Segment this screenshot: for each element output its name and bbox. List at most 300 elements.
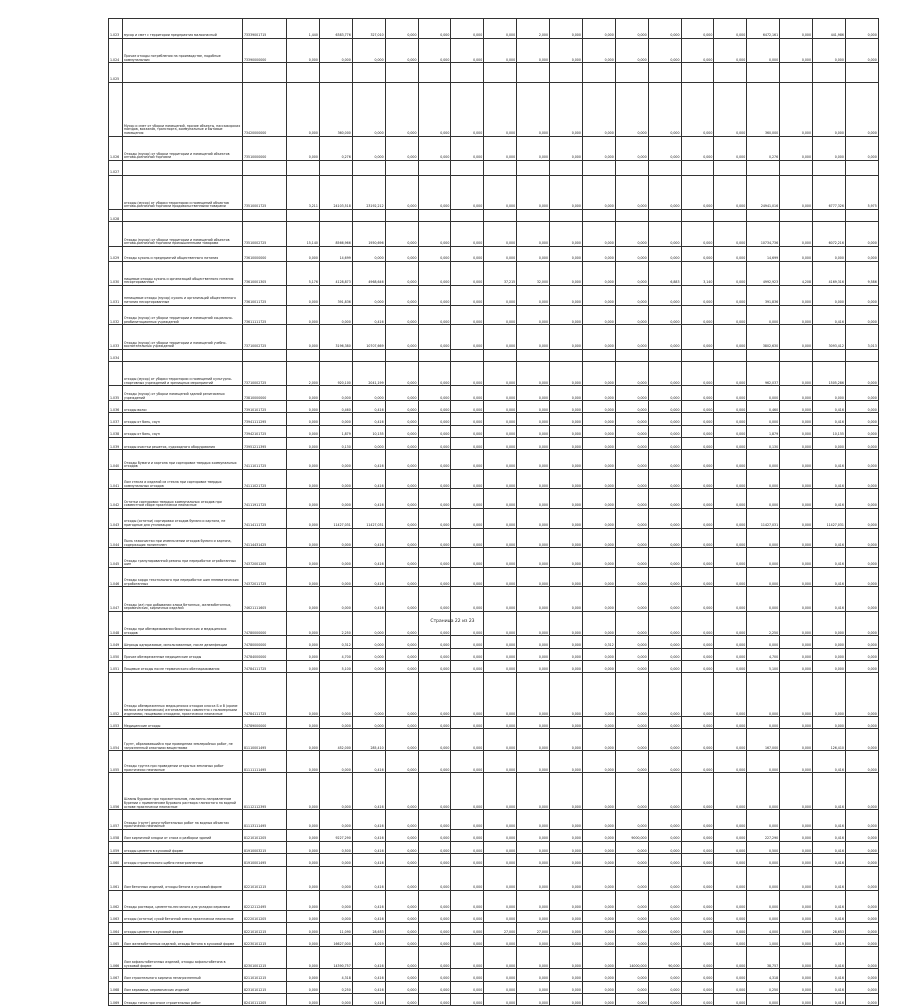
waste-name-cell: Лом строительного кирпича незагрязненный — [123, 969, 243, 981]
value-cell: 0,000 — [550, 508, 583, 528]
value-cell: 0,000 — [484, 437, 517, 449]
fkko-code-cell: 74780000000 — [243, 611, 287, 636]
value-cell: 0,000 — [845, 136, 878, 161]
value-cell: 0,000 — [681, 969, 714, 981]
value-cell: 0,000 — [648, 611, 681, 636]
value-cell: 0,000 — [714, 261, 747, 286]
value-cell: 0,000 — [615, 910, 648, 922]
fkko-code-cell: 73810000000 — [243, 386, 287, 401]
value-cell: 0,000 — [813, 673, 846, 717]
value-cell: 0,000 — [385, 993, 418, 1005]
value-cell: 0,000 — [845, 810, 878, 830]
value-cell: 0,000 — [451, 969, 484, 981]
value-cell: 0,000 — [517, 508, 550, 528]
value-cell: 8566,966 — [319, 222, 352, 247]
value-cell: 0,000 — [550, 587, 583, 612]
value-cell: 0,250 — [747, 981, 780, 993]
table-row — [109, 210, 879, 222]
value-cell: 0,000 — [813, 386, 846, 401]
value-cell: 11427,031 — [747, 508, 780, 528]
value-cell: 0,000 — [582, 437, 615, 449]
value-cell: 0,000 — [681, 222, 714, 247]
value-cell: 0,000 — [780, 175, 813, 209]
value-cell: 0,000 — [582, 548, 615, 568]
value-cell: 0,000 — [418, 401, 451, 413]
value-cell: 0,000 — [648, 528, 681, 548]
value-cell: 0,000 — [352, 660, 385, 672]
fkko-code-cell: 81910003215 — [243, 842, 287, 854]
fkko-code-cell: 81910001495 — [243, 854, 287, 866]
row-code-cell: 1.064 — [109, 922, 123, 934]
value-cell: 0,000 — [714, 508, 747, 528]
value-cell: 0,000 — [550, 717, 583, 729]
waste-table — [108, 18, 879, 1006]
value-cell: 0,000 — [582, 489, 615, 509]
value-cell: 0,000 — [582, 413, 615, 425]
value-cell: 0,000 — [418, 386, 451, 401]
value-cell: 0,416 — [813, 401, 846, 413]
value-cell: 0,000 — [550, 660, 583, 672]
value-cell: 0,000 — [517, 729, 550, 751]
value-cell — [385, 210, 418, 222]
value-cell: 0,000 — [582, 246, 615, 261]
value-cell: 0,000 — [615, 413, 648, 425]
waste-table-body — [109, 19, 879, 1006]
value-cell: 0,000 — [780, 611, 813, 636]
value-cell: 0,000 — [714, 648, 747, 660]
fkko-code-cell: 73339001715 — [243, 19, 287, 39]
value-cell: 0,416 — [352, 489, 385, 509]
value-cell: 0,000 — [714, 222, 747, 247]
value-cell: 0,000 — [681, 751, 714, 773]
waste-report-sheet — [108, 18, 878, 1006]
value-cell: 1950,696 — [352, 222, 385, 247]
value-cell: 10707,669 — [352, 325, 385, 350]
value-cell: 0,000 — [418, 325, 451, 350]
value-cell: 0,416 — [813, 587, 846, 612]
value-cell: 0,000 — [615, 489, 648, 509]
row-code-cell: 1.045 — [109, 548, 123, 568]
value-cell: 0,000 — [550, 425, 583, 437]
value-cell: 0,000 — [451, 636, 484, 648]
fkko-code-cell: 82410111205 — [243, 993, 287, 1005]
value-cell: 0,000 — [418, 38, 451, 63]
value-cell: 0,000 — [681, 401, 714, 413]
value-cell: 0,000 — [582, 993, 615, 1005]
value-cell: 0,000 — [418, 729, 451, 751]
value-cell — [845, 63, 878, 83]
value-cell: 0,000 — [352, 136, 385, 161]
value-cell: 0,000 — [550, 286, 583, 306]
value-cell: 0,000 — [385, 947, 418, 969]
fkko-code-cell: 81113111495 — [243, 810, 287, 830]
value-cell: 23192,212 — [352, 175, 385, 209]
value-cell: 0,000 — [451, 935, 484, 947]
fkko-code-cell: 82210101215 — [243, 922, 287, 934]
value-cell: 0,000 — [451, 854, 484, 866]
value-cell: 0,000 — [517, 489, 550, 509]
value-cell: 0,000 — [714, 38, 747, 63]
value-cell: 0,000 — [319, 305, 352, 325]
value-cell: 0,000 — [681, 922, 714, 934]
value-cell — [681, 161, 714, 176]
value-cell: 0,416 — [813, 866, 846, 891]
value-cell: 0,000 — [845, 947, 878, 969]
value-cell: 0,000 — [845, 361, 878, 386]
value-cell: 0,000 — [418, 854, 451, 866]
table-row — [109, 261, 879, 286]
value-cell: 0,000 — [418, 567, 451, 587]
value-cell: 0,000 — [780, 854, 813, 866]
value-cell: 0,000 — [747, 469, 780, 489]
value-cell: 0,000 — [714, 361, 747, 386]
waste-name-cell: Отходы гипса при сносе строительных работ — [123, 993, 243, 1005]
value-cell: 0,000 — [517, 286, 550, 306]
waste-name-cell — [123, 349, 243, 361]
value-cell: 0,000 — [418, 222, 451, 247]
value-cell — [385, 63, 418, 83]
value-cell: 0,000 — [418, 587, 451, 612]
value-cell: 24103,518 — [319, 175, 352, 209]
value-cell: 0,000 — [484, 829, 517, 841]
value-cell: 0,000 — [615, 175, 648, 209]
value-cell: 0,000 — [714, 922, 747, 934]
value-cell: 0,000 — [287, 611, 320, 636]
value-cell: 2,000 — [517, 19, 550, 39]
value-cell: 0,000 — [845, 673, 878, 717]
table-row — [109, 19, 879, 39]
row-code-cell: 1.029 — [109, 246, 123, 261]
value-cell: 0,000 — [780, 993, 813, 1005]
value-cell: 0,000 — [845, 548, 878, 568]
value-cell: 0,000 — [714, 891, 747, 911]
table-row — [109, 751, 879, 773]
value-cell: 0,416 — [813, 854, 846, 866]
value-cell: 0,000 — [714, 910, 747, 922]
value-cell: 0,000 — [747, 413, 780, 425]
value-cell: 0,000 — [287, 751, 320, 773]
value-cell: 0,000 — [319, 854, 352, 866]
value-cell — [582, 349, 615, 361]
value-cell: 0,000 — [615, 136, 648, 161]
value-cell — [648, 210, 681, 222]
value-cell: 0,000 — [517, 636, 550, 648]
row-code-cell: 1.038 — [109, 425, 123, 437]
value-cell — [648, 349, 681, 361]
value-cell: 0,000 — [550, 969, 583, 981]
value-cell: 0,000 — [418, 175, 451, 209]
value-cell: 0,000 — [681, 935, 714, 947]
fkko-code-cell: 81210101205 — [243, 829, 287, 841]
value-cell: 0,000 — [780, 401, 813, 413]
value-cell: 0,000 — [484, 528, 517, 548]
value-cell: 0,000 — [780, 82, 813, 136]
value-cell: 0,000 — [582, 981, 615, 993]
value-cell: 0,276 — [319, 136, 352, 161]
value-cell: 0,000 — [484, 413, 517, 425]
row-code-cell: 1.066 — [109, 947, 123, 969]
value-cell: 0,000 — [648, 935, 681, 947]
value-cell: 0,000 — [615, 981, 648, 993]
value-cell: 0,000 — [747, 751, 780, 773]
value-cell — [287, 63, 320, 83]
value-cell: 0,000 — [517, 528, 550, 548]
value-cell: 0,000 — [517, 548, 550, 568]
value-cell: 0,000 — [582, 508, 615, 528]
value-cell: 0,000 — [780, 866, 813, 891]
value-cell: 0,000 — [845, 386, 878, 401]
value-cell: 0,000 — [550, 891, 583, 911]
value-cell: 227,290 — [747, 829, 780, 841]
waste-name-cell: Отходы (мусор) от уборки территории и помещений учебно-воспитательных учреждений — [123, 325, 243, 350]
row-code-cell: 1.067 — [109, 969, 123, 981]
value-cell: 0,000 — [648, 437, 681, 449]
value-cell: 2,000 — [287, 361, 320, 386]
value-cell: 0,000 — [385, 175, 418, 209]
value-cell: 0,000 — [747, 717, 780, 729]
value-cell: 0,000 — [714, 673, 747, 717]
value-cell: 0,500 — [319, 842, 352, 854]
fkko-code-cell: 73710002725 — [243, 325, 287, 350]
value-cell: 0,000 — [418, 947, 451, 969]
value-cell: 0,000 — [648, 508, 681, 528]
value-cell: 0,000 — [648, 660, 681, 672]
value-cell: 0,000 — [845, 611, 878, 636]
value-cell: 6383,776 — [319, 19, 352, 39]
table-row — [109, 636, 879, 648]
value-cell: 0,000 — [780, 587, 813, 612]
value-cell: 0,000 — [352, 82, 385, 136]
row-code-cell: 1.030 — [109, 261, 123, 286]
value-cell: 1,000 — [747, 935, 780, 947]
value-cell: 0,000 — [780, 947, 813, 969]
fkko-code-cell: 82310101215 — [243, 981, 287, 993]
value-cell: 0,000 — [714, 401, 747, 413]
value-cell: 0,000 — [517, 38, 550, 63]
value-cell — [813, 161, 846, 176]
value-cell: 0,000 — [845, 636, 878, 648]
value-cell: 0,000 — [845, 19, 878, 39]
value-cell: 0,000 — [615, 361, 648, 386]
value-cell: 0,000 — [484, 891, 517, 911]
value-cell: 0,000 — [780, 636, 813, 648]
value-cell: 126,410 — [813, 729, 846, 751]
value-cell — [484, 210, 517, 222]
value-cell: 0,000 — [418, 528, 451, 548]
row-code-cell: 1.035 — [109, 386, 123, 401]
value-cell: 9227,290 — [319, 829, 352, 841]
waste-name-cell: отходы строительного щебня незагрязненные — [123, 854, 243, 866]
value-cell: 0,000 — [385, 305, 418, 325]
value-cell: 0,000 — [418, 489, 451, 509]
value-cell: 0,416 — [352, 842, 385, 854]
value-cell: 0,000 — [385, 981, 418, 993]
value-cell: 0,000 — [319, 717, 352, 729]
value-cell — [418, 349, 451, 361]
value-cell: 0,000 — [747, 386, 780, 401]
value-cell: 0,000 — [681, 82, 714, 136]
value-cell: 0,000 — [451, 489, 484, 509]
value-cell: 0,000 — [484, 773, 517, 810]
value-cell: 0,000 — [550, 567, 583, 587]
value-cell: 0,000 — [287, 401, 320, 413]
value-cell: 4,000 — [747, 922, 780, 934]
page-footer: Страница 22 из 23 — [430, 619, 475, 624]
waste-name-cell: Отходы (ил) при добывании хлора бетонных, железобетонных, керамических, кирпичных изделий — [123, 587, 243, 612]
value-cell: 4,700 — [747, 648, 780, 660]
value-cell: 0,000 — [319, 567, 352, 587]
value-cell: 0,000 — [845, 660, 878, 672]
value-cell: 0,000 — [582, 773, 615, 810]
value-cell: 0,000 — [385, 567, 418, 587]
value-cell: 0,000 — [451, 611, 484, 636]
value-cell — [385, 161, 418, 176]
value-cell: 0,000 — [385, 891, 418, 911]
table-row — [109, 922, 879, 934]
value-cell: 0,000 — [813, 717, 846, 729]
value-cell: 0,000 — [648, 648, 681, 660]
value-cell: 0,000 — [451, 810, 484, 830]
value-cell: 4,700 — [319, 648, 352, 660]
value-cell: 10734,736 — [747, 222, 780, 247]
waste-name-cell: Лом стекла и изделий из стекла при сортировке твердых коммунальных отходов — [123, 469, 243, 489]
value-cell: 0,000 — [648, 636, 681, 648]
value-cell: 0,000 — [681, 729, 714, 751]
value-cell: 11427,031 — [319, 508, 352, 528]
waste-name-cell: непищевые отходы (мусор) кухонь и организаций общественного питания несортированные — [123, 286, 243, 306]
waste-name-cell: Отходы при обезвреживании биологических и медицинских отходов — [123, 611, 243, 636]
value-cell: 0,000 — [648, 751, 681, 773]
value-cell: 0,000 — [648, 286, 681, 306]
value-cell: 0,000 — [385, 729, 418, 751]
waste-name-cell: Отходы (мусор) от уборки территории и помещений объектов оптово-розничной торговли — [123, 136, 243, 161]
value-cell: 0,416 — [813, 548, 846, 568]
value-cell: 0,000 — [845, 891, 878, 911]
table-row — [109, 136, 879, 161]
value-cell: 0,000 — [845, 866, 878, 891]
value-cell: 0,000 — [615, 286, 648, 306]
value-cell: 0,000 — [780, 810, 813, 830]
value-cell — [845, 349, 878, 361]
value-cell: 0,000 — [648, 810, 681, 830]
row-code-cell: 1.058 — [109, 829, 123, 841]
value-cell: 0,000 — [780, 286, 813, 306]
value-cell: 0,000 — [780, 935, 813, 947]
table-row — [109, 349, 879, 361]
value-cell: 0,000 — [484, 729, 517, 751]
value-cell — [484, 161, 517, 176]
value-cell: 0,000 — [615, 261, 648, 286]
value-cell: 0,000 — [681, 38, 714, 63]
value-cell: 0,000 — [352, 717, 385, 729]
table-row — [109, 648, 879, 660]
value-cell: 4,019 — [813, 935, 846, 947]
value-cell: 0,416 — [352, 469, 385, 489]
value-cell: 0,000 — [352, 286, 385, 306]
value-cell: 0,000 — [615, 729, 648, 751]
waste-name-cell: отходы (остатки) сухой бетонной смеси практически неопасные — [123, 910, 243, 922]
value-cell: 16627,000 — [319, 935, 352, 947]
value-cell: 0,416 — [352, 993, 385, 1005]
value-cell: 0,000 — [418, 773, 451, 810]
value-cell: 0,000 — [451, 842, 484, 854]
value-cell: 0,000 — [582, 891, 615, 911]
value-cell — [451, 349, 484, 361]
value-cell: 0,000 — [780, 508, 813, 528]
value-cell: 0,000 — [418, 648, 451, 660]
value-cell: 0,416 — [813, 947, 846, 969]
value-cell: 0,000 — [319, 489, 352, 509]
row-code-cell: 1.044 — [109, 528, 123, 548]
fkko-code-cell: 73611111725 — [243, 305, 287, 325]
value-cell: 0,000 — [550, 648, 583, 660]
value-cell: 0,000 — [418, 866, 451, 891]
value-cell: 0,000 — [418, 751, 451, 773]
value-cell: 0,000 — [681, 673, 714, 717]
value-cell: 0,000 — [550, 469, 583, 489]
value-cell: 0,000 — [780, 729, 813, 751]
value-cell: 0,000 — [582, 528, 615, 548]
value-cell: 0,000 — [352, 38, 385, 63]
row-code-cell: 1.054 — [109, 729, 123, 751]
fkko-code-cell: 73420000000 — [243, 82, 287, 136]
table-row — [109, 567, 879, 587]
value-cell: 0,000 — [287, 717, 320, 729]
value-cell: 0,000 — [681, 829, 714, 841]
value-cell: 0,000 — [648, 425, 681, 437]
value-cell — [287, 161, 320, 176]
value-cell: 0,000 — [648, 175, 681, 209]
value-cell: 0,000 — [648, 567, 681, 587]
waste-name-cell: отходы от бань, саун — [123, 425, 243, 437]
value-cell: 0,000 — [319, 891, 352, 911]
value-cell: 0,000 — [484, 246, 517, 261]
value-cell: 0,130 — [319, 437, 352, 449]
value-cell: 0,000 — [418, 717, 451, 729]
value-cell: 0,000 — [484, 401, 517, 413]
value-cell: 0,000 — [550, 935, 583, 947]
waste-name-cell: Шламы буровые при горизонтальном, наклонно-направленном бурении с применением бурового раствора глинистого на водной основе практически неопасные — [123, 773, 243, 810]
value-cell: 11427,031 — [352, 508, 385, 528]
value-cell: 0,000 — [451, 981, 484, 993]
value-cell: 0,000 — [582, 386, 615, 401]
value-cell: 0,000 — [582, 969, 615, 981]
value-cell: 0,000 — [451, 508, 484, 528]
value-cell: 0,000 — [714, 413, 747, 425]
value-cell: 0,000 — [451, 993, 484, 1005]
value-cell: 0,000 — [615, 587, 648, 612]
value-cell: 0,000 — [648, 401, 681, 413]
value-cell: 0,000 — [845, 935, 878, 947]
value-cell — [352, 349, 385, 361]
value-cell: 10,155 — [813, 425, 846, 437]
value-cell: 0,000 — [845, 528, 878, 548]
fkko-code-cell: 82110101215 — [243, 969, 287, 981]
value-cell: 0,000 — [550, 361, 583, 386]
value-cell: 0,000 — [648, 38, 681, 63]
value-cell: 0,000 — [845, 587, 878, 612]
row-code-cell: 1.061 — [109, 866, 123, 891]
value-cell: 0,000 — [517, 910, 550, 922]
table-row — [109, 305, 879, 325]
value-cell: 0,000 — [780, 450, 813, 470]
value-cell: 0,000 — [517, 993, 550, 1005]
value-cell: 3093,412 — [813, 325, 846, 350]
value-cell: 0,000 — [352, 437, 385, 449]
value-cell: 0,000 — [681, 660, 714, 672]
value-cell: 0,000 — [550, 548, 583, 568]
value-cell — [550, 161, 583, 176]
